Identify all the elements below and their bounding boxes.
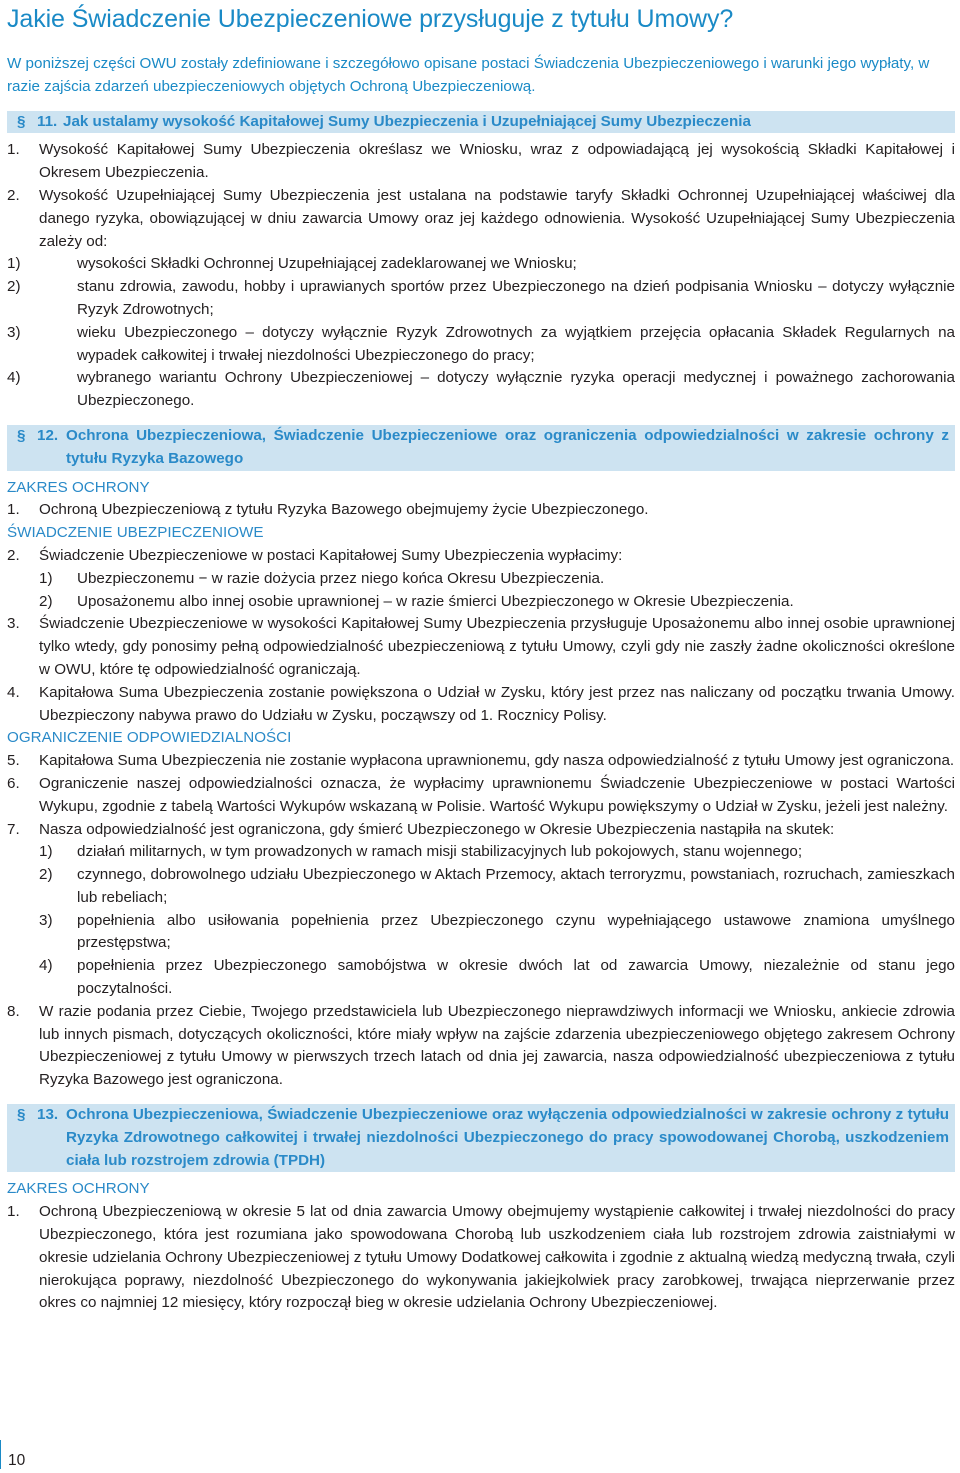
item-number: 2. bbox=[7, 546, 20, 564]
section-symbol: § bbox=[17, 1106, 26, 1124]
sub-item-number: 2) bbox=[39, 592, 53, 610]
item-number: 8. bbox=[7, 1002, 20, 1020]
item-number: 4. bbox=[7, 683, 20, 701]
sub-item bbox=[7, 322, 955, 368]
sub-item-text: Ubezpieczonemu − w razie dożycia przez niego końca Okresu Ubezpieczenia. bbox=[77, 569, 605, 587]
item-number: 6. bbox=[7, 774, 20, 792]
item-number: 5. bbox=[7, 752, 20, 770]
sub-item-text: popełnienia albo usiłowania popełnienia przez Ubezpieczonego czynu wypełniającego ustawowe znamiona umyślnego przestępstwa; bbox=[77, 911, 955, 952]
item-number: 1. bbox=[7, 1203, 20, 1221]
item-text: Świadczenie Ubezpieczeniowe w wysokości Kapitałowej Sumy Ubezpieczenia przysługuje Uposażonemu albo innej osobie uprawnionej tylko wtedy, gdy ponosimy pełną odpowiedzialność ubezpieczeniową z tytułu Umowy, czyli gdy nie zaszły żadne okoliczności określone w OWU, które tę odpowiedzialność ograniczają. bbox=[39, 615, 955, 678]
sub-item-number: 1) bbox=[39, 569, 53, 587]
list-item bbox=[7, 682, 955, 728]
caption-scope: ZAKRES OCHRONY bbox=[7, 1180, 150, 1198]
section-12-heading bbox=[7, 425, 955, 471]
item-number: 3. bbox=[7, 615, 20, 633]
caption-scope: ZAKRES OCHRONY bbox=[7, 478, 150, 496]
sub-item-text: stanu zdrowia, zawodu, hobby i uprawianych sportów przez Ubezpieczonego na dzień podpisania Wniosku – dotyczy wyłącznie Ryzyk Zdrowotnych; bbox=[77, 278, 955, 318]
sub-item-text: działań militarnych, w tym prowadzonych w ramach misji stabilizacyjnych lub pokojowych, stanu wojennego; bbox=[77, 843, 803, 861]
item-text: Wysokość Uzupełniającej Sumy Ubezpieczenia jest ustalana na podstawie taryfy Składki Ochronnej Uzupełniającej właściwej dla danego ryzyka, obowiązującej w dniu zawarcia Umowy oraz jej każdego odnowienia. Wysokość Uzupełniającej Sumy Ubezpieczenia zależy od: bbox=[39, 186, 955, 250]
sub-item-number: 1) bbox=[7, 255, 21, 273]
footer-rule bbox=[0, 1440, 1, 1469]
sub-item-text: wysokości Składki Ochronnej Uzupełniającej zadeklarowanej we Wniosku; bbox=[77, 255, 577, 273]
section-title: Jak ustalamy wysokość Kapitałowej Sumy Ubezpieczenia i Uzupełniającej Sumy Ubezpieczenia bbox=[63, 112, 751, 130]
item-text: Nasza odpowiedzialność jest ograniczona, gdy śmierć Ubezpieczonego w Okresie Ubezpieczenia nastąpiła na skutek: bbox=[39, 820, 835, 838]
sub-item bbox=[7, 276, 955, 322]
section-13-heading bbox=[7, 1104, 955, 1172]
sub-item-number: 1) bbox=[39, 843, 53, 861]
section-number: 12. bbox=[37, 426, 59, 444]
section-symbol: § bbox=[17, 112, 26, 130]
section-number: 13. bbox=[37, 1106, 59, 1124]
item-text: Ograniczenie naszej odpowiedzialności oznacza, że wypłacimy uprawnionemu Świadczenie Ubezpieczeniowe w postaci Wartości Wykupu, zgodnie z tabelą Wartości Wykupów wskazaną w Polisie. Wartość Wykupu powiększymy o Udział w Zysku, jeżeli jest należny. bbox=[39, 774, 955, 815]
section-symbol: § bbox=[17, 426, 26, 444]
list-item bbox=[7, 613, 955, 681]
item-number: 7. bbox=[7, 820, 20, 838]
sub-item-number: 3) bbox=[7, 323, 21, 341]
sub-item bbox=[39, 955, 955, 1001]
caption-benefit: ŚWIADCZENIE UBEZPIECZENIOWE bbox=[7, 524, 264, 542]
section-11-heading bbox=[7, 111, 955, 134]
section-number: 11. bbox=[37, 112, 58, 130]
list-item bbox=[7, 139, 955, 185]
document-page bbox=[7, 0, 955, 1315]
sub-item bbox=[39, 910, 955, 956]
list-item bbox=[7, 545, 955, 568]
item-text: Kapitałowa Suma Ubezpieczenia zostanie powiększona o Udział w Zysku, który jest przez nas naliczany od początku trwania Umowy. Ubezpieczony nabywa prawo do Udziału w Zysku, począwszy od 1. Rocznicy Polisy. bbox=[39, 683, 955, 724]
caption-limit: OGRANICZENIE ODPOWIEDZIALNOŚCI bbox=[7, 729, 292, 747]
item-text: Wysokość Kapitałowej Sumy Ubezpieczenia określasz we Wniosku, wraz z odpowiadającą jej wysokością Składki Kapitałowej i Okresem Ubezpieczenia. bbox=[39, 141, 955, 182]
sub-item-text: czynnego, dobrowolnego udziału Ubezpieczonego w Aktach Przemocy, aktach terroryzmu, powstaniach, rozruchach, zamieszkach lub rebeliach; bbox=[77, 866, 955, 906]
list-item bbox=[7, 1001, 955, 1092]
sub-item-text: popełnienia przez Ubezpieczonego samobójstwa w okresie dwóch lat od zawarcia Umowy, niezależnie od stanu jego poczytalności. bbox=[77, 957, 955, 998]
sub-item-number: 4) bbox=[7, 369, 21, 387]
list-item bbox=[7, 499, 955, 522]
item-number: 1. bbox=[7, 501, 20, 519]
sub-item bbox=[39, 841, 955, 864]
sub-item-text: Uposażonemu albo innej osobie uprawnionej – w razie śmierci Ubezpieczonego w Okresie Ubezpieczenia. bbox=[77, 592, 794, 610]
intro-paragraph: W poniższej części OWU zostały zdefiniowane i szczegółowo opisane postaci Świadczenia Ubezpieczeniowego i warunki jego wypłaty, w razie zajścia zdarzeń ubezpieczeniowych objętych Ochroną Ubezpieczeniową. bbox=[7, 55, 930, 95]
sub-item-number: 4) bbox=[39, 957, 53, 975]
item-text: Ochroną Ubezpieczeniową z tytułu Ryzyka Bazowego obejmujemy życie Ubezpieczonego. bbox=[39, 501, 649, 519]
item-text: Świadczenie Ubezpieczeniowe w postaci Kapitałowej Sumy Ubezpieczenia wypłacimy: bbox=[39, 546, 623, 564]
sub-item bbox=[7, 367, 955, 413]
item-text: Kapitałowa Suma Ubezpieczenia nie zostanie wypłacona uprawnionemu, gdy nasza odpowiedzialność z tytułu Umowy jest ograniczona. bbox=[39, 752, 955, 770]
sub-item bbox=[39, 568, 955, 591]
list-item bbox=[7, 773, 955, 819]
item-text: Ochroną Ubezpieczeniową w okresie 5 lat od dnia zawarcia Umowy obejmujemy wystąpienie całkowitej i trwałej niezdolności do pracy Ubezpieczonego, która jest rozumiana jako spowodowana Chorobą lub uszkodzeniem ciała lub rozstrojem zdrowia zaistniałymi w okresie udzielania Ochrony Ubezpieczeniowej z tytułu Umowy Dodatkowej całkowita i zgodnie z aktualną wiedzą medyczną trwała, czyli nierokująca poprawy, niezdolność Ubezpieczonego do wykonywania jakiejkolwiek pracy zarobkowej, trwająca nieprzerwanie przez okres co najmniej 12 miesięcy, który rozpoczął bieg w okresie udzielania Ochrony Ubezpieczeniowej. bbox=[39, 1203, 955, 1312]
list-item bbox=[7, 750, 955, 773]
list-item bbox=[7, 185, 955, 253]
sub-item bbox=[39, 864, 955, 910]
item-number: 2. bbox=[7, 186, 20, 204]
page-title: Jakie Świadczenie Ubezpieczeniowe przysługuje z tytułu Umowy? bbox=[7, 5, 734, 33]
sub-item-number: 2) bbox=[39, 866, 53, 884]
section-title: Ochrona Ubezpieczeniowa, Świadczenie Ubezpieczeniowe oraz wyłączenia odpowiedzialności w zakresie ochrony z tytułu Ryzyka Zdrowotnego całkowitej i trwałej niezdolności Ubezpieczonego do pracy spowodowanej Chorobą, uszkodzeniem ciała lub rozstrojem zdrowia (TPDH) bbox=[66, 1106, 949, 1169]
sub-item bbox=[39, 591, 955, 614]
item-text: W razie podania przez Ciebie, Twojego przedstawiciela lub Ubezpieczonego nieprawdziwych informacji we Wniosku, ankiecie zdrowia lub innych pismach, dotyczących okoliczności, które miały wpływ na zajście zdarzenia ubezpieczeniowego objętego zakresem Ochrony Ubezpieczeniowej z tytułu Umowy w pierwszych trzech latach od dnia jej zawarcia, nasza odpowiedzialność ubezpieczeniowa z tytułu Ryzyka Bazowego jest ograniczona. bbox=[39, 1002, 955, 1089]
sub-item-number: 2) bbox=[7, 278, 21, 296]
page-number: 10 bbox=[8, 1452, 26, 1469]
list-item bbox=[7, 1201, 955, 1315]
sub-item-number: 3) bbox=[39, 911, 53, 929]
list-item bbox=[7, 819, 955, 842]
item-number: 1. bbox=[7, 141, 20, 159]
sub-item-text: wieku Ubezpieczonego – dotyczy wyłącznie Ryzyk Zdrowotnych za wyjątkiem przejęcia opłacania Składek Regularnych na wypadek całkowitej i trwałej niezdolności Ubezpieczonego do pracy; bbox=[77, 323, 955, 364]
section-title: Ochrona Ubezpieczeniowa, Świadczenie Ubezpieczeniowe oraz ograniczenia odpowiedzialności w zakresie ochrony z tytułu Ryzyka Bazowego bbox=[66, 426, 949, 467]
sub-item-text: wybranego wariantu Ochrony Ubezpieczeniowej – dotyczy wyłącznie ryzyka operacji medycznej i poważnego zachorowania Ubezpieczonego. bbox=[77, 369, 955, 410]
sub-item bbox=[7, 253, 955, 276]
